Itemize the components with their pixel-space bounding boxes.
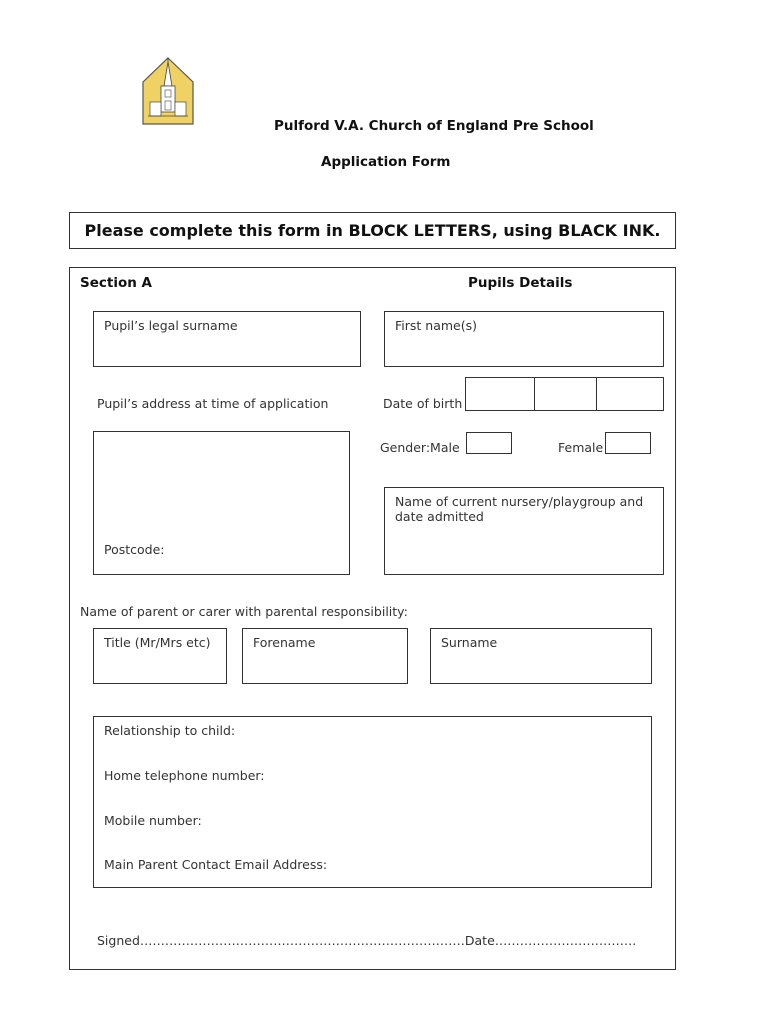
address-field[interactable] [93,431,350,575]
relationship-label[interactable]: Relationship to child: [104,723,236,738]
address-label: Pupil’s address at time of application [97,396,329,411]
dob-label: Date of birth [383,396,463,411]
instruction-banner [69,212,676,249]
parent-title-field[interactable] [93,628,227,684]
church-crest-logo-icon [142,56,194,126]
current-nursery-label: Name of current nursery/playgroup and date admitted [395,494,644,524]
pupil-surname-field[interactable] [93,311,361,367]
mobile-label[interactable]: Mobile number: [104,813,202,828]
first-name-field[interactable] [384,311,664,367]
school-logo [142,56,194,126]
dob-day-field[interactable] [465,377,535,411]
contact-details-box [93,716,652,888]
postcode-label: Postcode: [104,542,165,557]
signature-date-line[interactable]: Signed……………………………………………………………………Date……………………………. [97,933,637,948]
parent-heading: Name of parent or carer with parental responsibility: [80,604,408,619]
first-name-label: First name(s) [395,318,477,333]
parent-forename-label: Forename [253,635,316,650]
dob-year-field[interactable] [596,377,664,411]
parent-title-label: Title (Mr/Mrs etc) [104,635,211,650]
section-title: Pupils Details [468,275,573,291]
home-phone-label[interactable]: Home telephone number: [104,768,265,783]
email-label[interactable]: Main Parent Contact Email Address: [104,857,328,872]
pupil-surname-label: Pupil’s legal surname [104,318,238,333]
parent-surname-field[interactable] [430,628,652,684]
gender-female-label: Female [558,440,604,455]
school-name: Pulford V.A. Church of England Pre School [274,118,594,134]
form-title: Application Form [321,154,451,170]
parent-forename-field[interactable] [242,628,408,684]
dob-month-field[interactable] [534,377,597,411]
instruction-text: Please complete this form in BLOCK LETTERS, using BLACK INK. [84,221,661,240]
gender-male-box[interactable] [466,432,512,454]
gender-male-label: Gender:Male [380,440,460,455]
current-nursery-field[interactable] [384,487,664,575]
parent-surname-label: Surname [441,635,498,650]
gender-female-box[interactable] [605,432,651,454]
section-label: Section A [80,275,152,291]
